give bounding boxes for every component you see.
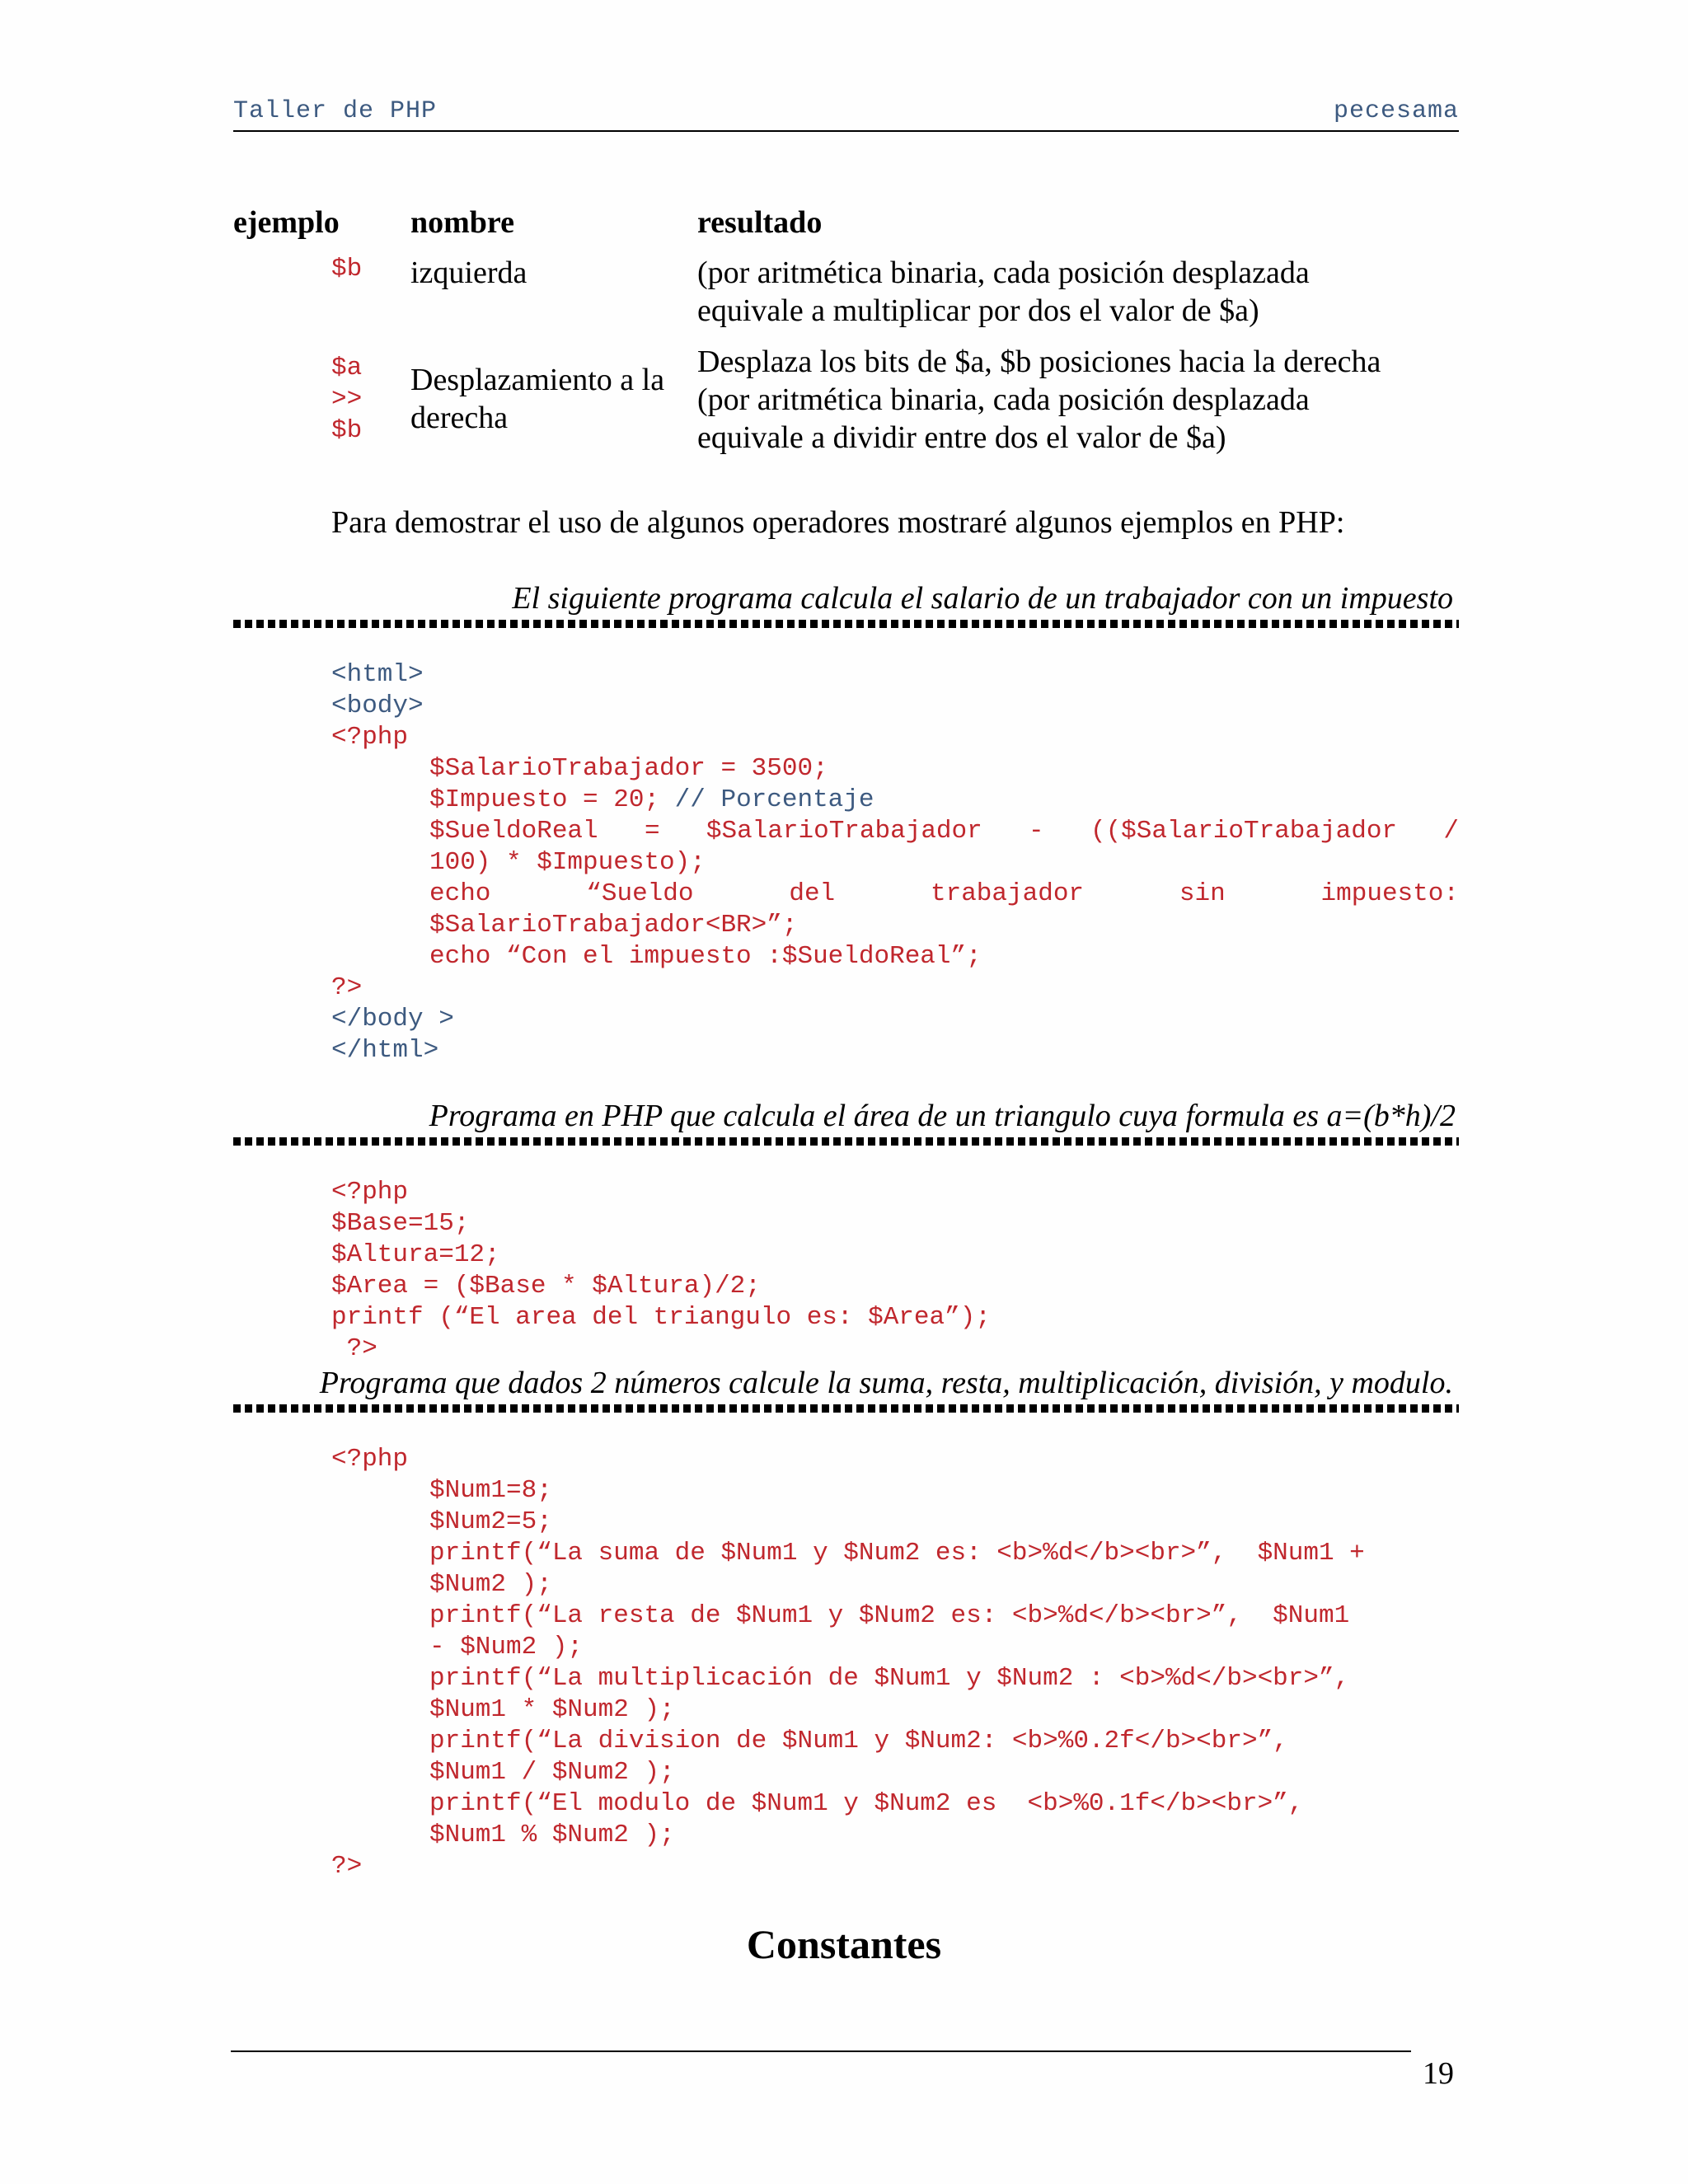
code-token: “Sueldo bbox=[586, 879, 694, 908]
running-header-title: Taller de PHP bbox=[233, 97, 438, 125]
code-line: </html> bbox=[331, 1036, 439, 1065]
code-line: <?php bbox=[331, 723, 409, 752]
running-header-author: pecesama bbox=[1333, 97, 1459, 125]
table-row-1-result-line: equivale a multiplicar por dos el valor de $a) bbox=[697, 293, 1259, 328]
code-line: printf(“La multiplicación de $Num1 y $Num2 : <b>%d</b><br>”, bbox=[429, 1664, 1350, 1693]
code-token: sin bbox=[1179, 879, 1226, 908]
table-row-1-result-line: (por aritmética binaria, cada posición desplazada bbox=[697, 255, 1310, 290]
code-token: / bbox=[1443, 817, 1459, 846]
code-line: ?> bbox=[331, 1852, 363, 1881]
code-comment: // Porcentaje bbox=[674, 785, 874, 814]
code-line: ?> bbox=[331, 973, 363, 1002]
table-row-2-name-line: Desplazamiento a la bbox=[410, 363, 665, 397]
code-line: $Num1=8; bbox=[429, 1476, 552, 1505]
table-row-1-name: izquierda bbox=[410, 255, 528, 290]
code-token: echo bbox=[429, 879, 491, 908]
table-header-resultado: resultado bbox=[697, 205, 823, 240]
footer-rule bbox=[231, 2050, 1411, 2052]
table-row-2-result-line: (por aritmética binaria, cada posición desplazada bbox=[697, 382, 1310, 417]
code-token: = bbox=[644, 817, 660, 846]
code-block-triangle bbox=[331, 1177, 1459, 1365]
code-token: (($SalarioTrabajador bbox=[1090, 817, 1398, 846]
table-row-2-example-line: >> bbox=[331, 385, 363, 414]
table-row-2-example bbox=[331, 353, 362, 447]
table-row-1-example: $b bbox=[331, 255, 363, 284]
table-row-2-result-line: Desplaza los bits de $a, $b posiciones hacia la derecha bbox=[697, 344, 1381, 379]
code-line: </body > bbox=[331, 1005, 454, 1033]
page-number: 19 bbox=[1423, 2056, 1454, 2091]
table-row-2-example-line: $b bbox=[331, 416, 363, 445]
dotted-separator bbox=[233, 1404, 1459, 1413]
table-row-2-name bbox=[410, 361, 664, 437]
section-1-caption: El siguiente programa calcula el salario de un trabajador con un impuesto bbox=[512, 581, 1453, 616]
code-line: <?php bbox=[331, 1445, 409, 1474]
code-line: <html> bbox=[331, 660, 424, 689]
table-row-2-result bbox=[697, 343, 1381, 457]
table-row-1-result bbox=[697, 254, 1310, 330]
dotted-separator bbox=[233, 620, 1459, 628]
dotted-separator bbox=[233, 1137, 1459, 1146]
code-block-salary bbox=[331, 659, 1459, 1066]
code-block-arithmetic bbox=[331, 1444, 1459, 1882]
code-line: echo “Con el impuesto :$SueldoReal”; bbox=[429, 942, 982, 971]
code-line: <?php bbox=[331, 1178, 409, 1207]
code-line: printf (“El area del triangulo es: $Area”); bbox=[331, 1303, 991, 1332]
code-token: del bbox=[789, 879, 836, 908]
intro-paragraph: Para demostrar el uso de algunos operadores mostraré algunos ejemplos en PHP: bbox=[331, 505, 1345, 540]
code-line: $SalarioTrabajador = 3500; bbox=[429, 754, 828, 783]
code-line: $Num2 ); bbox=[429, 1570, 552, 1599]
code-token: trabajador bbox=[931, 879, 1085, 908]
code-token: $SueldoReal bbox=[429, 817, 598, 846]
table-row-2-result-line: equivale a dividir entre dos el valor de $a) bbox=[697, 420, 1226, 455]
section-2-caption: Programa en PHP que calcula el área de un triangulo cuya formula es a=(b*h)/2 bbox=[429, 1099, 1456, 1133]
code-line bbox=[331, 816, 1459, 847]
code-line bbox=[331, 785, 1459, 816]
section-3-caption: Programa que dados 2 números calcule la suma, resta, multiplicación, división, y modulo. bbox=[319, 1366, 1453, 1400]
code-line: printf(“El modulo de $Num1 y $Num2 es <b>%0.1f</b><br>”, bbox=[429, 1789, 1304, 1818]
code-line: printf(“La suma de $Num1 y $Num2 es: <b>%d</b><br>”, $Num1 + bbox=[429, 1539, 1365, 1568]
code-line: printf(“La resta de $Num1 y $Num2 es: <b>%d</b><br>”, $Num1 bbox=[429, 1601, 1350, 1630]
code-line: $SalarioTrabajador<BR>”; bbox=[429, 911, 798, 940]
code-line: $Num1 % $Num2 ); bbox=[429, 1821, 675, 1849]
code-token: impuesto: bbox=[1320, 879, 1459, 908]
code-line: $Num1 / $Num2 ); bbox=[429, 1758, 675, 1787]
code-token: $SalarioTrabajador bbox=[706, 817, 982, 846]
code-line bbox=[331, 879, 1459, 910]
code-token: - bbox=[1029, 817, 1044, 846]
code-line: $Base=15; bbox=[331, 1209, 470, 1238]
code-line: 100) * $Impuesto); bbox=[429, 848, 706, 877]
code-line: ?> bbox=[331, 1334, 377, 1363]
code-line: - $Num2 ); bbox=[429, 1633, 584, 1661]
code-line: printf(“La division de $Num1 y $Num2: <b>%0.2f</b><br>”, bbox=[429, 1727, 1288, 1755]
code-line: $Num1 * $Num2 ); bbox=[429, 1695, 675, 1724]
section-heading: Constantes bbox=[746, 1921, 942, 1967]
code-line: <body> bbox=[331, 691, 424, 720]
table-row-2-name-line: derecha bbox=[410, 401, 509, 435]
code-line: $Altura=12; bbox=[331, 1240, 500, 1269]
table-row-2-example-line: $a bbox=[331, 354, 363, 382]
code-token: $Impuesto = 20; bbox=[429, 785, 675, 814]
table-header-ejemplo: ejemplo bbox=[233, 205, 340, 240]
code-line: $Num2=5; bbox=[429, 1507, 552, 1536]
table-header-nombre: nombre bbox=[410, 205, 514, 240]
header-rule bbox=[233, 130, 1459, 132]
code-line: $Area = ($Base * $Altura)/2; bbox=[331, 1272, 761, 1301]
